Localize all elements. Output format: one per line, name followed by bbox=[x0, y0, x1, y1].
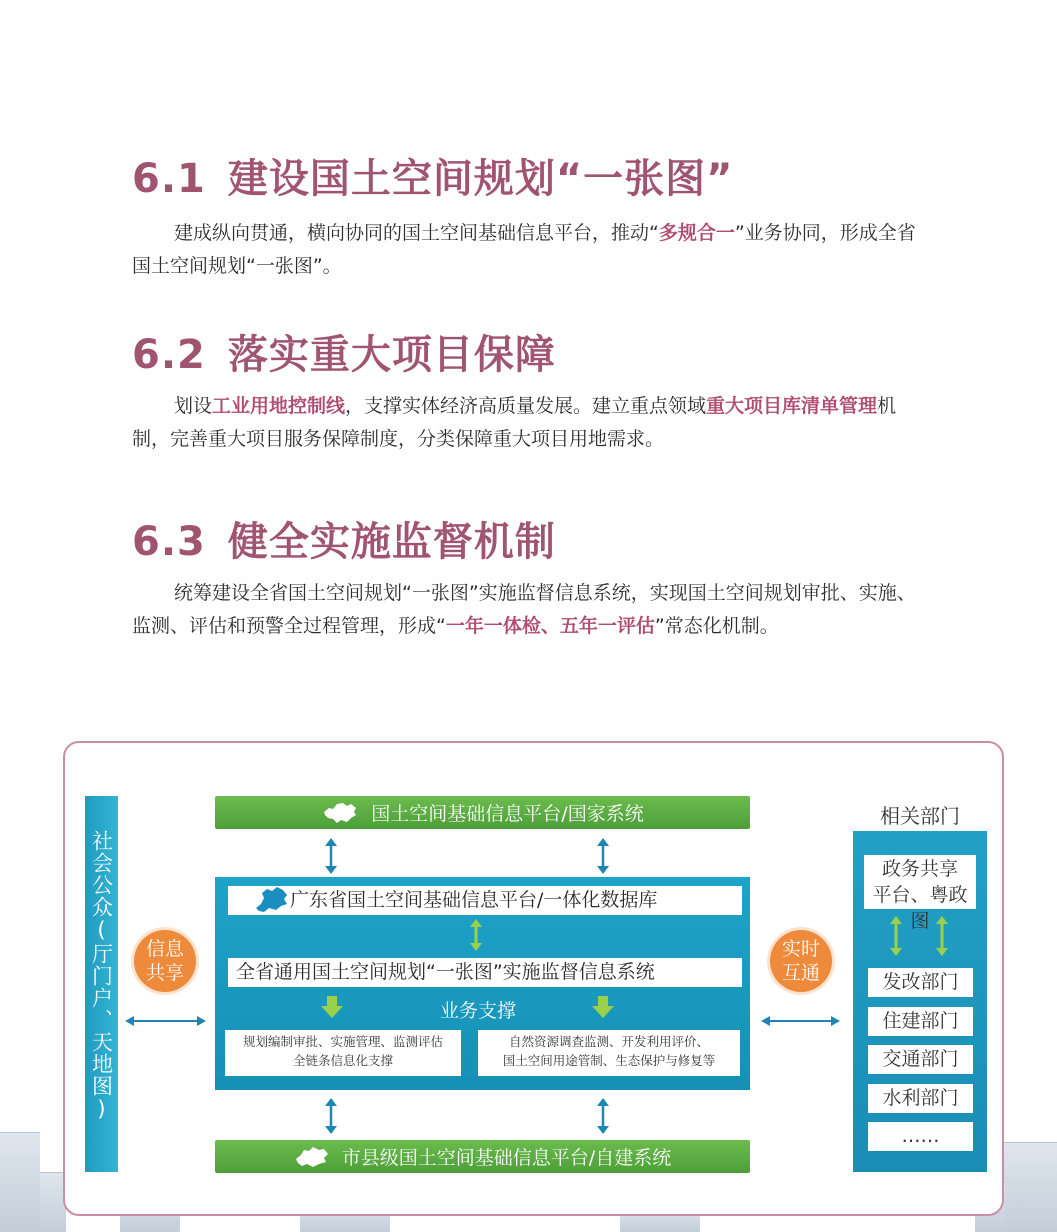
local-platform-bar bbox=[215, 1140, 750, 1173]
local-platform-label: 市县级国土空间基础信息平台/自建系统 bbox=[341, 1147, 672, 1169]
section-title-6-3 bbox=[132, 510, 556, 567]
support-box-right bbox=[478, 1030, 740, 1076]
gov-platform-line: 政务共享 bbox=[881, 858, 958, 880]
dept-box: 水利部门 bbox=[868, 1084, 973, 1113]
provincial-platform-bar bbox=[228, 886, 742, 915]
paragraph-text: ，支撑实体经济高质量发展。建立重点领域 bbox=[345, 395, 707, 417]
dept-box: …… bbox=[868, 1122, 973, 1151]
gov-platform-line: 平台、粤政图 bbox=[872, 884, 968, 932]
paragraph-text: 建成纵向贯通，横向协同的国土空间基础信息平台，推动“ bbox=[174, 222, 659, 244]
support-box-line: 全链条信息化支撑 bbox=[292, 1053, 393, 1068]
realtime-link-badge bbox=[770, 930, 832, 992]
vertical-arrow-green-right-2 bbox=[935, 916, 949, 956]
section-title-text: 建设国土空间规划“一张图” bbox=[227, 156, 734, 202]
support-box-line: 规划编制审批、实施管理、监测评估 bbox=[242, 1034, 443, 1049]
support-box-line: 国土空间用途管制、生态保护与修复等 bbox=[502, 1053, 716, 1068]
support-box-left bbox=[225, 1030, 461, 1076]
down-arrow-left bbox=[321, 996, 343, 1018]
section-paragraph-6-1 bbox=[132, 217, 932, 283]
paragraph-text: 机制，完善重大项目服务保障制度，分类保障重大项目用地需求。 bbox=[132, 395, 897, 450]
highlighted-phrase: 多规合一 bbox=[658, 222, 735, 244]
section-title-text: 健全实施监督机制 bbox=[227, 519, 556, 565]
info-share-badge bbox=[134, 930, 196, 992]
highlighted-phrase: 工业用地控制线 bbox=[212, 395, 346, 417]
badge-line: 实时 bbox=[781, 938, 820, 960]
highlighted-phrase: 一年一体检、五年一评估 bbox=[445, 615, 655, 637]
dept-box: 交通部门 bbox=[868, 1045, 973, 1074]
paragraph-text: ”业务协同，形成全省国土空间规划“一张图”。 bbox=[132, 222, 916, 277]
section-paragraph-6-2 bbox=[132, 390, 932, 456]
china-map-icon bbox=[321, 800, 359, 826]
provincial-platform-label: 广东省国土空间基础信息平台/一体化数据库 bbox=[290, 889, 658, 911]
national-platform-label: 国土空间基础信息平台/国家系统 bbox=[371, 803, 644, 825]
section-title-6-1 bbox=[132, 147, 733, 204]
public-column-label: 社会公众(厅门户、天地图) bbox=[89, 830, 114, 1122]
badge-line: 共享 bbox=[145, 962, 184, 984]
supervision-system-bar bbox=[228, 958, 742, 987]
section-title-text: 落实重大项目保障 bbox=[227, 332, 556, 378]
departments-header: 相关部门 bbox=[880, 804, 960, 828]
section-paragraph-6-3 bbox=[132, 577, 932, 643]
dept-box: 住建部门 bbox=[868, 1007, 973, 1036]
gov-platform-box bbox=[864, 855, 976, 932]
down-arrow-right bbox=[592, 996, 614, 1018]
section-number: 6.3 bbox=[132, 519, 206, 565]
section-number: 6.2 bbox=[132, 332, 206, 378]
highlighted-phrase: 重大项目库清单管理 bbox=[706, 395, 878, 417]
supervision-system-label: 全省通用国土空间规划“一张图”实施监督信息系统 bbox=[236, 961, 655, 983]
vertical-arrow-bottom-left bbox=[324, 1098, 338, 1134]
support-box-line: 自然资源调查监测、开发利用评价、 bbox=[508, 1034, 709, 1049]
public-column bbox=[85, 796, 118, 1172]
badge-line: 信息 bbox=[145, 938, 184, 960]
paragraph-text: 统筹建设全省国土空间规划“一张图”实施监督信息系统，实现国土空间规划审批、实施、监测、评估和预警全过程管理，形成“ bbox=[132, 582, 916, 637]
local-map-icon bbox=[294, 1145, 330, 1169]
national-platform-bar bbox=[215, 796, 750, 829]
paragraph-text: ”常态化机制。 bbox=[654, 615, 779, 637]
business-support-label: 业务支撑 bbox=[440, 1000, 517, 1022]
vertical-arrow-bottom-right bbox=[596, 1098, 610, 1134]
vertical-arrow-green-right-1 bbox=[889, 916, 903, 956]
section-number: 6.1 bbox=[132, 156, 206, 202]
dept-box: 发改部门 bbox=[868, 968, 973, 997]
guangdong-map-icon bbox=[254, 884, 290, 914]
badge-line: 互通 bbox=[781, 962, 820, 984]
vertical-arrow-top-left bbox=[324, 838, 338, 874]
paragraph-text: 划设 bbox=[174, 395, 213, 417]
vertical-arrow-top-right bbox=[596, 838, 610, 874]
section-title-6-2 bbox=[132, 323, 556, 380]
vertical-arrow-green-center bbox=[469, 919, 483, 951]
